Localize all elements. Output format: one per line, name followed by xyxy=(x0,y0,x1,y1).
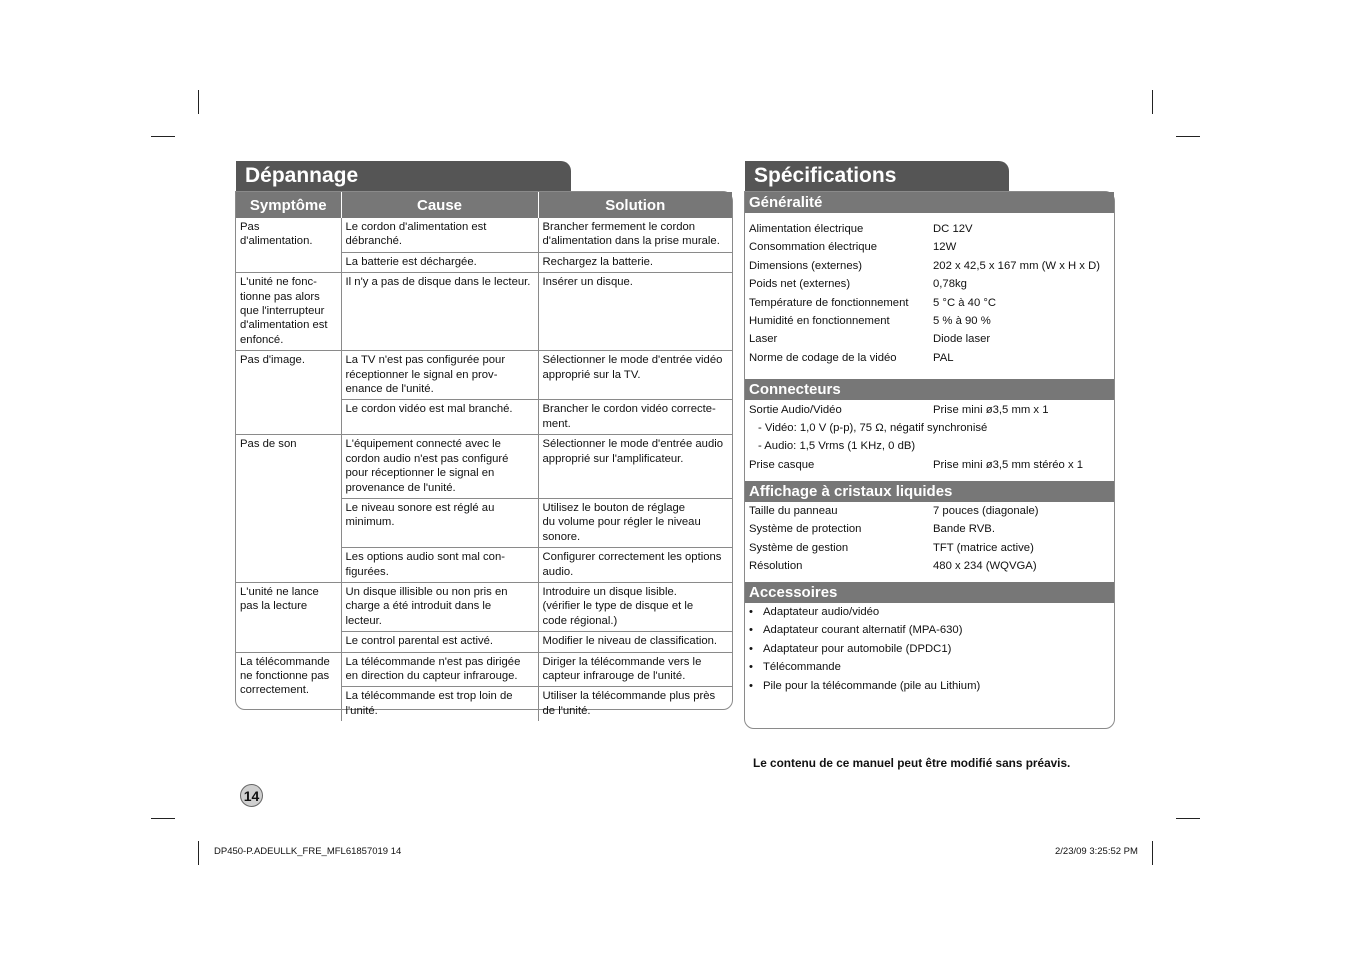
list-item xyxy=(749,642,951,656)
troubleshooting-body xyxy=(236,218,732,721)
table-row xyxy=(236,351,732,400)
spec-label: Prise casque xyxy=(749,459,815,471)
cause-cell: L'équipement connecté avec le cordon audio n'est pas configuré pour réceptionner le signal en provenance de l'unité. xyxy=(341,435,538,499)
crop-mark xyxy=(1152,841,1153,865)
bullet-dot: • xyxy=(749,642,753,655)
accessory-text: Pile pour la télécommande (pile au Lithium) xyxy=(763,679,981,692)
spec-value: Prise mini ø3,5 mm x 1 xyxy=(933,404,1049,416)
spec-value: 480 x 234 (WQVGA) xyxy=(933,560,1037,573)
list-item xyxy=(749,660,841,674)
solution-cell: Brancher le cordon vidéo correcte- ment. xyxy=(538,400,732,435)
depannage-title: Dépannage xyxy=(236,161,571,191)
spec-value: 5 % à 90 % xyxy=(933,315,991,327)
solution-cell: Modifier le niveau de classification. xyxy=(538,632,732,652)
spec-label: Température de fonctionnement xyxy=(749,296,909,309)
table-row xyxy=(236,218,732,252)
crop-mark xyxy=(198,841,199,865)
connecteurs-heading: Connecteurs xyxy=(745,379,1114,400)
bullet-dot: • xyxy=(749,679,753,692)
accessory-text: Télécommande xyxy=(763,661,841,674)
cause-cell: Un disque illisible ou non pris en charge a été introduit dans le lecteur. xyxy=(341,582,538,631)
cause-cell: Il n'y a pas de disque dans le lecteur. xyxy=(341,273,538,351)
header-solution: Solution xyxy=(538,192,732,218)
spec-row xyxy=(749,259,1100,273)
cause-cell: La TV n'est pas configurée pour réceptionner le signal en prov- enance de l'unité. xyxy=(341,351,538,400)
table-row xyxy=(236,435,732,499)
spec-row xyxy=(749,240,956,254)
spec-row xyxy=(749,522,995,536)
crop-mark xyxy=(151,136,175,137)
crop-mark xyxy=(198,90,199,114)
symptom-cell: Pas d'alimentation. xyxy=(236,218,341,273)
cause-cell: Le niveau sonore est réglé au minimum. xyxy=(341,498,538,547)
spec-label: Sortie Audio/Vidéo xyxy=(749,404,842,416)
crop-mark xyxy=(1176,136,1200,137)
bullet-dot: • xyxy=(749,624,753,637)
spec-label: Consommation électrique xyxy=(749,241,878,254)
notice-text: Le contenu de ce manuel peut être modifié sans préavis. xyxy=(753,756,1071,770)
spec-row xyxy=(749,458,1083,472)
spec-label: Alimentation électrique xyxy=(749,223,864,235)
solution-cell: Introduire un disque lisible. (vérifier le type de disque et le code régional.) xyxy=(538,582,732,631)
solution-cell: Insérer un disque. xyxy=(538,273,732,351)
spec-label: Poids net (externes) xyxy=(749,278,851,291)
spec-row xyxy=(749,403,1049,417)
spec-value: Diode laser xyxy=(933,333,991,346)
symptom-cell: L'unité ne fonc- tionne pas alors que l'interrupteur d'alimentation est enfoncé. xyxy=(236,273,341,351)
spec-row xyxy=(749,222,973,236)
spec-value: 5 °C à 40 °C xyxy=(933,296,997,309)
spec-row xyxy=(749,314,991,328)
spec-label: Humidité en fonctionnement xyxy=(749,315,890,327)
page-number: 14 xyxy=(240,784,263,807)
list-item xyxy=(749,679,980,693)
crop-mark xyxy=(151,818,175,819)
generalite-heading: Généralité xyxy=(745,192,1114,213)
footer-file-info: DP450-P.ADEULLK_FRE_MFL61857019 14 xyxy=(214,846,402,857)
spec-value: 202 x 42,5 x 167 mm (W x H x D) xyxy=(933,259,1100,272)
solution-cell: Diriger la télécommande vers le capteur infrarouge de l'unité. xyxy=(538,652,732,687)
specifications-panel xyxy=(744,191,1115,729)
cause-cell: La télécommande n'est pas dirigée en direction du capteur infrarouge. xyxy=(341,652,538,687)
cause-cell: La batterie est déchargée. xyxy=(341,252,538,272)
symptom-cell: La télécommande ne fonctionne pas correctement. xyxy=(236,652,341,721)
footer-timestamp: 2/23/09 3:25:52 PM xyxy=(1055,846,1138,857)
spec-row xyxy=(749,277,967,291)
table-row xyxy=(236,652,732,687)
spec-value: DC 12V xyxy=(933,223,973,235)
spec-row xyxy=(749,504,1039,518)
spec-label: Résolution xyxy=(749,560,803,573)
lcd-heading: Affichage à cristaux liquides xyxy=(745,481,1114,502)
cause-cell: La télécommande est trop loin de l'unité. xyxy=(341,687,538,721)
spec-row xyxy=(749,332,990,346)
spec-label: Dimensions (externes) xyxy=(749,259,863,272)
spec-label: Laser xyxy=(749,333,778,346)
spec-label: Norme de codage de la vidéo xyxy=(749,351,897,364)
list-item xyxy=(749,605,879,619)
spec-value: 12W xyxy=(933,241,957,254)
spec-label: Système de protection xyxy=(749,523,862,536)
spec-value: Bande RVB. xyxy=(933,523,995,536)
accessoires-heading: Accessoires xyxy=(745,582,1114,603)
spec-value: PAL xyxy=(933,351,954,364)
list-item xyxy=(749,623,962,637)
spec-value: Prise mini ø3,5 mm stéréo x 1 xyxy=(933,459,1084,471)
accessory-text: Adaptateur pour automobile (DPDC1) xyxy=(763,642,952,655)
troubleshooting-table xyxy=(235,191,733,717)
accessory-text: Adaptateur courant alternatif (MPA-630) xyxy=(763,624,963,637)
spec-label: Système de gestion xyxy=(749,541,849,554)
spec-value: 0,78kg xyxy=(933,278,967,291)
specifications-title: Spécifications xyxy=(745,161,1009,191)
solution-cell: Sélectionner le mode d'entrée audio approprié sur l'amplificateur. xyxy=(538,435,732,499)
solution-cell: Utiliser la télécommande plus près de l'unité. xyxy=(542,690,716,717)
table-row xyxy=(236,273,732,351)
cause-cell: Le cordon d'alimentation est débranché. xyxy=(341,218,538,252)
bullet-dot: • xyxy=(749,661,753,674)
spec-row xyxy=(749,296,996,310)
solution-cell: Configurer correctement les options audio. xyxy=(538,548,732,583)
spec-row xyxy=(749,559,1037,573)
crop-mark xyxy=(1152,90,1153,114)
accessory-text: Adaptateur audio/vidéo xyxy=(763,606,880,618)
solution-cell: Utilisez le bouton de réglage du volume pour régler le niveau sonore. xyxy=(538,498,732,547)
cause-cell: Les options audio sont mal con- figurées. xyxy=(341,548,538,583)
symptom-cell: Pas d'image. xyxy=(236,351,341,435)
spec-subline: - Vidéo: 1,0 V (p-p), 75 Ω, négatif synchronisé xyxy=(758,422,988,434)
symptom-cell: Pas de son xyxy=(236,435,341,583)
table-row xyxy=(236,582,732,631)
spec-value: TFT (matrice active) xyxy=(933,541,1034,554)
spec-subline: - Audio: 1,5 Vrms (1 KHz, 0 dB) xyxy=(758,440,916,452)
cause-cell: Le cordon vidéo est mal branché. xyxy=(341,400,538,435)
solution-cell: Brancher fermement le cordon d'alimentation dans la prise murale. xyxy=(538,218,732,252)
solution-cell: Sélectionner le mode d'entrée vidéo approprié sur la TV. xyxy=(538,351,732,400)
spec-row xyxy=(749,351,954,365)
solution-cell: Rechargez la batterie. xyxy=(538,252,732,272)
spec-label: Taille du panneau xyxy=(749,505,838,517)
spec-value: 7 pouces (diagonale) xyxy=(933,505,1039,517)
header-symptom: Symptôme xyxy=(236,192,341,218)
header-cause: Cause xyxy=(341,192,538,218)
cause-cell: Le control parental est activé. xyxy=(341,632,538,652)
crop-mark xyxy=(1176,818,1200,819)
spec-row xyxy=(749,541,1034,555)
symptom-cell: L'unité ne lance pas la lecture xyxy=(236,582,341,652)
bullet-dot: • xyxy=(749,606,753,618)
